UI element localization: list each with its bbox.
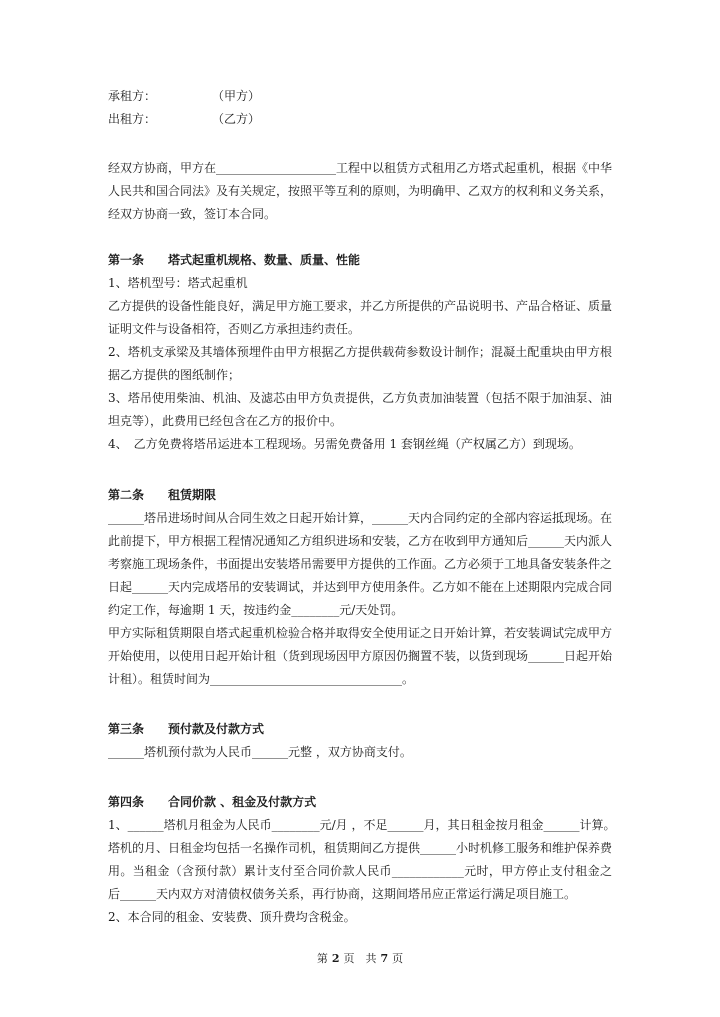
article2-line: 开始使用，以使用日起开始计租（货到现场因甲方原因仍搁置不装，以货到现场______日起开始 [108, 649, 613, 663]
total-pages: 7 [380, 952, 389, 965]
footer-suffix: 页 [392, 952, 404, 965]
article2-line: 约定工作，每逾期 1 天，按违约金________元/天处罚。 [108, 603, 404, 617]
article4-line: 1、______塔机月租金为人民币________元/月 ，不足______月，其日租金按月租金______计算。 [108, 818, 616, 832]
article2-line: 甲方实际租赁期限自塔式起重机检验合格并取得安全使用证之日开始计算，若安装调试完成甲方 [108, 626, 613, 640]
article1-line: 3、塔吊使用柴油、机油、及滤芯由甲方负责提供，乙方负责加油装置（包括不限于加油泵、油 [108, 391, 612, 405]
lessor-row [108, 108, 260, 130]
article1-line: 1、塔机型号：塔式起重机 [108, 276, 248, 290]
lessee-row [108, 85, 260, 107]
lessee-value: （甲方） [212, 89, 261, 103]
article4-heading: 第四条 合同价款 、租金及付款方式 [108, 795, 317, 809]
article2-line: ______塔吊进场时间从合同生效之日起开始计算，______天内合同约定的全部内容运抵现场。在 [108, 511, 613, 525]
article2-line: 此前提下，甲方根据工程情况通知乙方组织进场和安装，乙方在收到甲方通知后______天内派人 [108, 534, 613, 548]
article4-line: 2、本合同的租金、安装费、顶升费均含税金。 [108, 910, 356, 924]
article2-heading: 第二条 租赁期限 [108, 488, 217, 502]
lessor-label: 出租方： [108, 112, 157, 126]
article1-line: 乙方提供的设备性能良好，满足甲方施工要求，并乙方所提供的产品说明书、产品合格证、质量 [108, 299, 613, 313]
article3-line: ______塔机预付款为人民币______元整 ，双方协商支付。 [108, 745, 412, 759]
intro-line: 经双方协商一致，签订本合同。 [108, 207, 277, 221]
article2-line: 计租）。租赁时间为________________________________。 [108, 672, 415, 686]
article1-line: 2、塔机支承梁及其墙体预埋件由甲方根据乙方提供载荷参数设计制作；混凝土配重块由甲方根 [108, 345, 612, 359]
footer-middle: 页 共 [343, 952, 377, 965]
page-number: 2 [331, 952, 340, 965]
article1-line: 据乙方提供的图纸制作； [108, 368, 241, 382]
article2-line: 考察施工现场条件，书面提出安装塔吊需要甲方提供的工作面。乙方必须于工地具备安装条件之 [108, 557, 613, 571]
article1-line: 4、 乙方免费将塔吊运进本工程现场。另需免费备用 1 套钢丝绳（产权属乙方）到现场。 [108, 437, 581, 451]
article4-line: 后______天内双方对清债权债务关系，再行协商，这期间塔吊应正常运行满足项目施工。 [108, 887, 577, 901]
article4-line: 塔机的月、日租金均包括一名操作司机，租赁期间乙方提供______小时机修工服务和维护保养费 [108, 841, 613, 855]
page-footer [0, 950, 720, 966]
intro-line: 人民共和国合同法》及有关规定，按照平等互利的原则，为明确甲、乙双方的权利和义务关系， [108, 184, 613, 198]
footer-prefix: 第 [316, 952, 328, 965]
article4-line: 用。当租金（含预付款）累计支付至合同价款人民币____________元时，甲方停止支付租金之 [108, 864, 612, 878]
article1-heading: 第一条 塔式起重机规格、数量、质量、性能 [108, 253, 361, 267]
article1-line: 坦克等），此费用已经包含在乙方的报价中。 [108, 414, 343, 428]
article1-line: 证明文件与设备相符，否则乙方承担违约责任。 [108, 322, 361, 336]
lessee-label: 承租方： [108, 89, 157, 103]
lessor-value: （乙方） [212, 112, 261, 126]
article3-heading: 第三条 预付款及付款方式 [108, 722, 265, 736]
intro-line: 经双方协商，甲方在____________________工程中以租赁方式租用乙方塔式起重机，根据《中华 [108, 161, 613, 175]
article2-line: 日起______天内完成塔吊的安装调试，并达到甲方使用条件。乙方如不能在上述期限内完成合同 [108, 580, 613, 594]
